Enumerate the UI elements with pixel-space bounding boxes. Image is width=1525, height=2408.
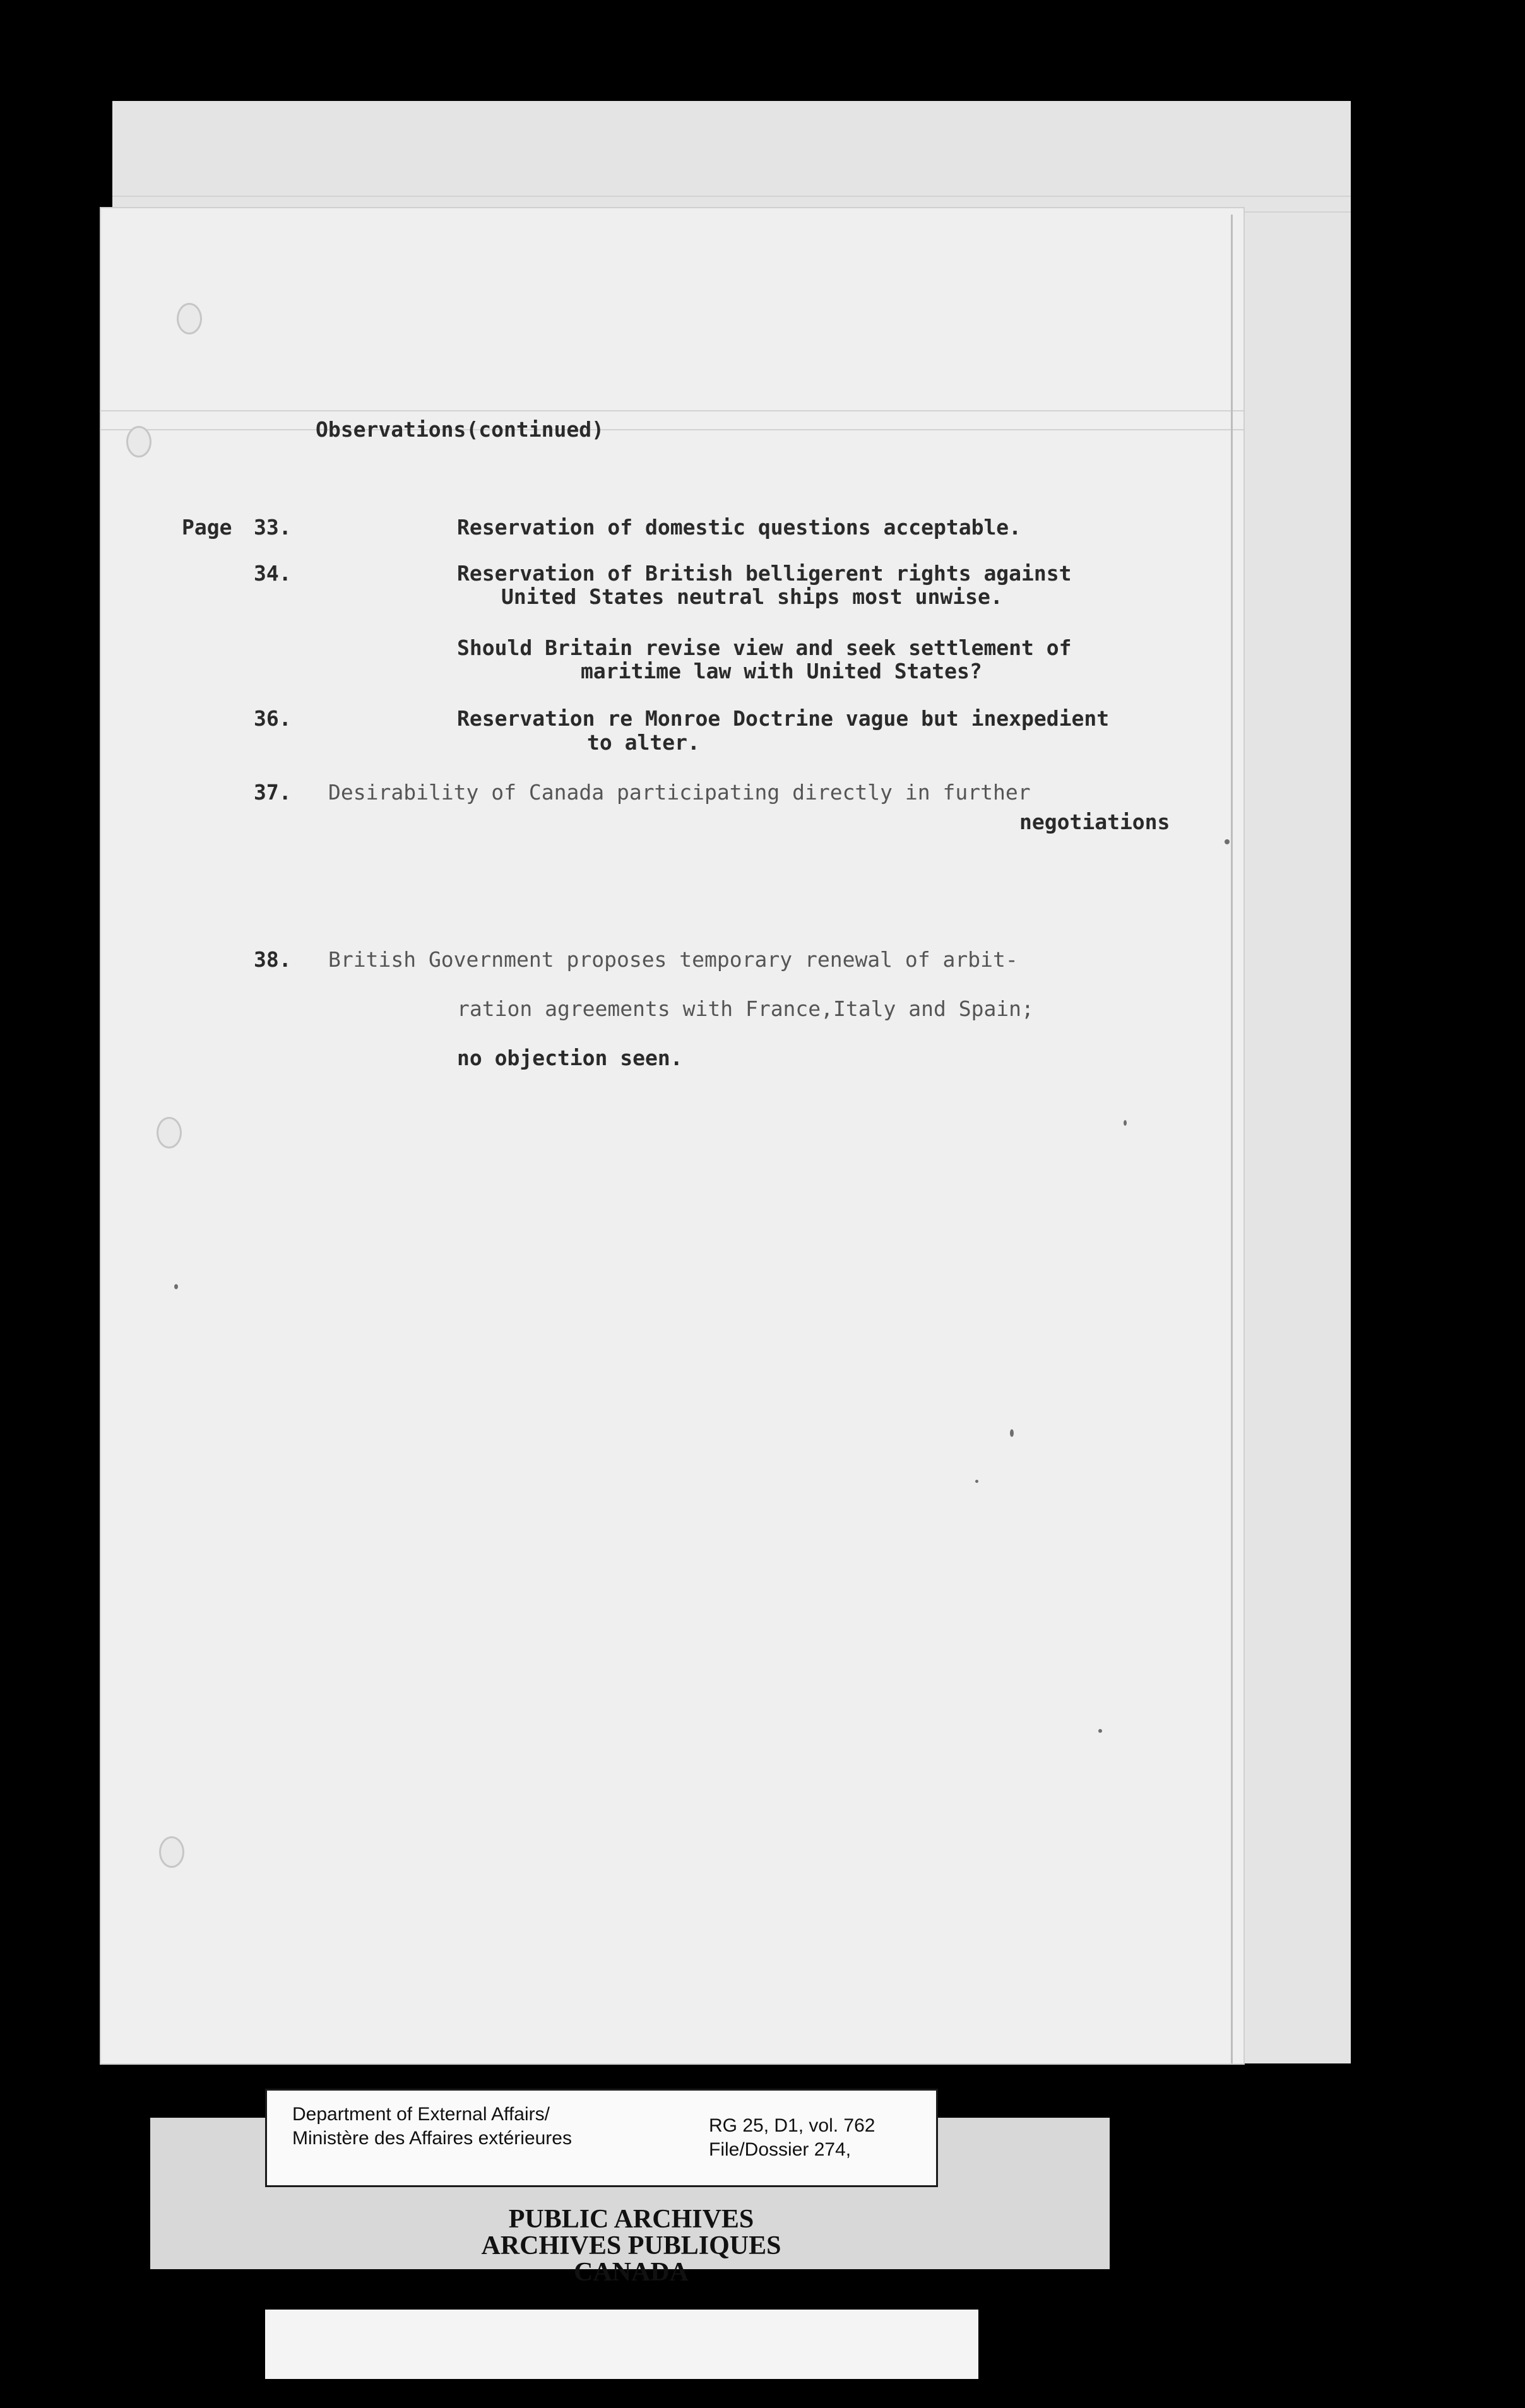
archive-file: File/Dossier 274, <box>709 2139 852 2160</box>
archive-label <box>265 2089 938 2187</box>
punch-hole <box>157 1117 182 1148</box>
entry-line: Reservation of British belligerent rights against <box>457 561 1072 586</box>
stamp-line-1: PUBLIC ARCHIVES <box>508 2205 754 2234</box>
speck <box>174 1284 178 1289</box>
heading: Observations(continued) <box>316 417 604 442</box>
archives-stamp <box>151 2206 1111 2307</box>
entry-line: Should Britain revise view and seek settlement of <box>457 635 1072 660</box>
stamp-line-3: CANADA <box>574 2258 689 2287</box>
entry-line: United States neutral ships most unwise. <box>501 584 1003 609</box>
entry-line: Reservation re Monroe Doctrine vague but inexpedient <box>457 706 1110 731</box>
entry-number: 33. <box>254 515 292 540</box>
page-edge-line <box>112 196 1351 197</box>
page-label: Page <box>182 515 232 540</box>
entry-line: British Government proposes temporary renewal of arbit- <box>328 947 1018 972</box>
ruled-line <box>101 410 1243 411</box>
punch-hole <box>177 303 202 334</box>
stamp-line-2: ARCHIVES PUBLIQUES <box>481 2231 781 2260</box>
speck <box>975 1480 978 1483</box>
archive-reference: RG 25, D1, vol. 762 <box>709 2115 875 2136</box>
entry-line: maritime law with United States? <box>581 659 982 683</box>
entry-number: 38. <box>254 947 292 972</box>
entry-line: Desirability of Canada participating directly in further <box>328 780 1031 805</box>
entry-number: 37. <box>254 780 292 805</box>
entry-number: 36. <box>254 706 292 731</box>
margin-line <box>1231 215 1233 2063</box>
entry-line: no objection seen. <box>457 1046 683 1070</box>
punch-hole <box>159 1836 184 1868</box>
entry-line: negotiations <box>1019 810 1170 834</box>
entry-line: ration agreements with France,Italy and Spain; <box>457 996 1034 1021</box>
ruled-line <box>101 429 1243 430</box>
department-en: Department of External Affairs/ <box>292 2104 550 2125</box>
bottom-strip <box>265 2310 978 2379</box>
speck <box>1225 839 1230 844</box>
speck <box>1124 1120 1127 1126</box>
entry-line: Reservation of domestic questions acceptable. <box>457 515 1022 540</box>
document-page <box>101 208 1243 2063</box>
speck <box>1098 1729 1102 1733</box>
entry-line: to alter. <box>587 730 700 755</box>
entry-number: 34. <box>254 561 292 586</box>
speck <box>1010 1429 1014 1437</box>
department-fr: Ministère des Affaires extérieures <box>292 2128 572 2149</box>
punch-hole <box>126 426 151 457</box>
